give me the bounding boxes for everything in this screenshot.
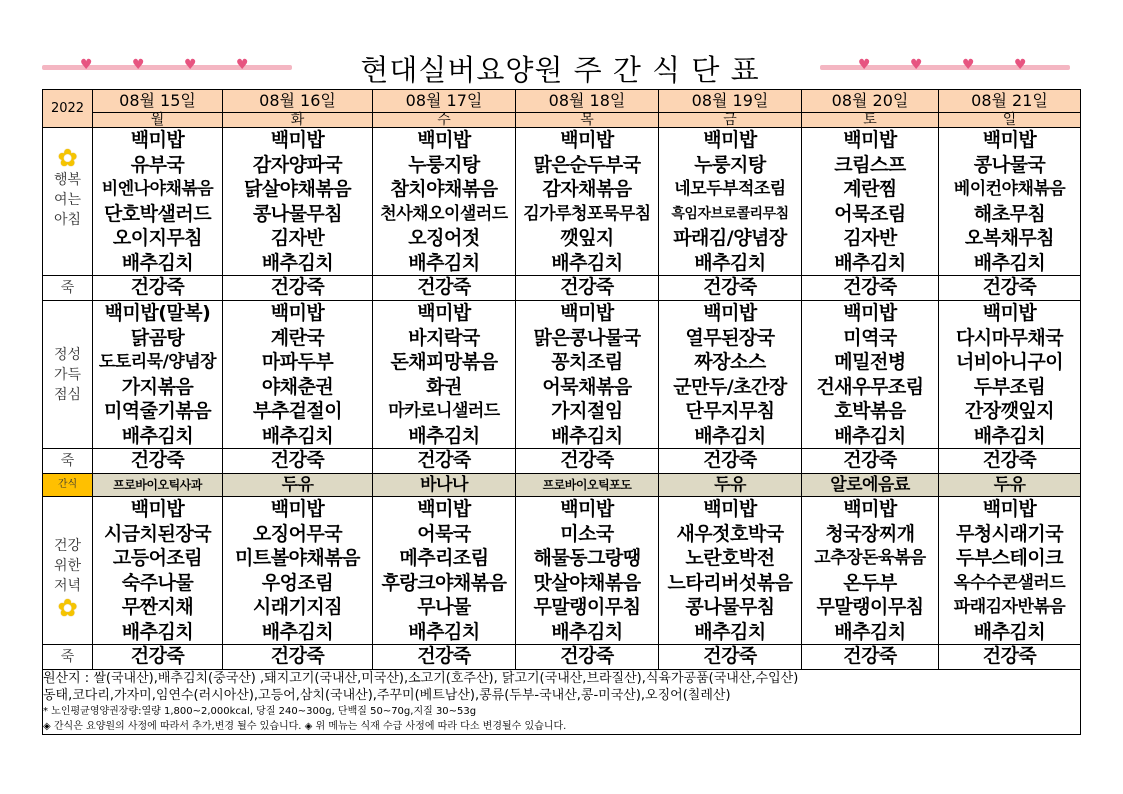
label-line: 위한 <box>53 557 82 574</box>
menu-item: 백미밥 <box>982 498 1037 520</box>
porridge-item: 건강죽 <box>417 276 471 298</box>
menu-item: 숙주나물 <box>121 571 194 594</box>
menu-item: 배추김치 <box>551 620 623 643</box>
lunch-cell <box>223 301 373 449</box>
dinner-cell <box>802 497 939 645</box>
menu-item: 청국장찌개 <box>825 522 915 545</box>
lunch-row <box>43 301 1081 449</box>
porridge-item: 건강죽 <box>130 449 185 471</box>
menu-item: 참치야채볶음 <box>390 178 498 200</box>
day-row <box>43 113 1081 128</box>
date-cell: 08월 15일 <box>93 90 223 113</box>
menu-item: 배추김치 <box>121 620 194 643</box>
menu-item: 메추리조림 <box>399 547 489 569</box>
menu-item: 배추김치 <box>121 424 194 447</box>
porridge-item: 건강죽 <box>843 276 897 298</box>
year-cell: 2022 <box>43 90 93 128</box>
dinner-label <box>43 497 93 645</box>
date-cell: 08월 18일 <box>516 90 659 113</box>
menu-item: 새우젓호박국 <box>676 522 784 545</box>
menu-item: 백미밥(말복) <box>104 302 211 324</box>
menu-item: 배추김치 <box>834 620 906 643</box>
lunch-cell <box>516 301 659 449</box>
menu-item: 미소국 <box>560 522 614 545</box>
menu-item: 짜장소스 <box>694 351 766 373</box>
menu-item: 배추김치 <box>551 424 623 447</box>
menu-item: 건새우무조림 <box>816 375 924 398</box>
snack-item: 프로바이오틱사과 <box>113 478 202 492</box>
change-notice: ◈ 간식은 요양원의 사정에 따라서 추가,변경 될수 있습니다. ◈ 위 메뉴는 식재 수급 사정에 따라 다소 변경될수 있습니다. <box>43 721 567 732</box>
day-cell: 월 <box>93 113 223 128</box>
porridge-item: 건강죽 <box>982 449 1037 471</box>
menu-item: 화권 <box>426 375 462 398</box>
menu-item: 맛살야채볶음 <box>533 571 641 594</box>
menu-item: 우엉조림 <box>261 571 334 594</box>
menu-item: 후랑크야채볶음 <box>381 571 507 594</box>
dinner-cell <box>373 497 516 645</box>
porridge-item: 건강죽 <box>270 645 325 667</box>
breakfast-porridge-row <box>43 276 1081 301</box>
menu-item: 돈채피망볶음 <box>390 351 498 373</box>
porridge-label: 죽 <box>43 645 93 670</box>
menu-item: 김자반 <box>843 227 897 249</box>
menu-item: 배추김치 <box>261 620 334 643</box>
porridge-label: 죽 <box>43 276 93 301</box>
day-cell: 금 <box>659 113 802 128</box>
menu-item: 배추김치 <box>694 251 766 274</box>
menu-item: 무말랭이무침 <box>533 596 641 618</box>
porridge-item: 건강죽 <box>982 645 1037 667</box>
menu-item: 미역줄기볶음 <box>103 400 212 422</box>
menu-item: 해초무침 <box>973 202 1046 225</box>
origin-line: 원산지 : 쌀(국내산),배추김치(중국산) ,돼지고기(국내산,미국산),소고기(호주산), 닭고기(국내산,브라질산),식육가공품(국내산,수입산) <box>43 671 799 686</box>
menu-item: 배추김치 <box>261 424 334 447</box>
menu-item: 오복채무침 <box>964 227 1055 249</box>
day-cell: 수 <box>373 113 516 128</box>
menu-item: 백미밥 <box>270 302 325 324</box>
menu-item: 베이컨야채볶음 <box>953 179 1066 199</box>
menu-item: 배추김치 <box>261 251 334 274</box>
menu-item: 맑은콩나물국 <box>533 326 641 349</box>
menu-item: 백미밥 <box>703 302 757 324</box>
dinner-row <box>43 497 1081 645</box>
menu-item: 백미밥 <box>270 498 325 520</box>
lunch-cell <box>373 301 516 449</box>
menu-item: 어묵국 <box>417 522 471 545</box>
menu-item: 배추김치 <box>408 424 480 447</box>
day-cell: 토 <box>802 113 939 128</box>
heart-icon: ♥ <box>80 57 93 73</box>
menu-item: 해물동그랑땡 <box>533 547 641 569</box>
menu-item: 백미밥 <box>560 302 614 324</box>
porridge-item: 건강죽 <box>417 449 471 471</box>
menu-item: 온두부 <box>843 571 897 594</box>
menu-item: 마카로니샐러드 <box>388 401 500 421</box>
porridge-item: 건강죽 <box>560 276 614 298</box>
menu-item: 백미밥 <box>417 302 471 324</box>
date-row <box>43 90 1081 113</box>
menu-item: 계란찜 <box>843 178 897 200</box>
title-area <box>0 48 1123 88</box>
heart-icon: ♥ <box>962 57 975 73</box>
heart-icon: ♥ <box>132 57 145 73</box>
menu-item: 고등어조림 <box>112 547 203 569</box>
label-line: 아침 <box>53 211 82 228</box>
menu-item: 계란국 <box>270 326 325 349</box>
menu-item: 네모두부적조림 <box>674 179 786 199</box>
label-line: 가득 <box>53 366 82 383</box>
menu-item: 맑은순두부국 <box>533 153 641 176</box>
porridge-item: 건강죽 <box>843 449 897 471</box>
menu-item: 느타리버섯볶음 <box>667 571 793 594</box>
label-line: 여는 <box>53 191 82 208</box>
snack-item: 프로바이오틱포도 <box>542 478 632 492</box>
menu-item: 오이지무침 <box>112 227 203 249</box>
menu-item: 오징어무국 <box>252 522 343 545</box>
menu-item: 가지절임 <box>551 400 623 422</box>
porridge-item: 건강죽 <box>130 645 185 667</box>
menu-item: 콩나물국 <box>973 153 1046 176</box>
porridge-label: 죽 <box>43 449 93 474</box>
menu-item: 깻잎지 <box>560 227 614 249</box>
menu-item: 두부조림 <box>973 375 1046 398</box>
menu-item: 유부국 <box>130 153 185 176</box>
label-line: 정성 <box>53 346 82 363</box>
weekly-menu-table <box>42 89 1081 735</box>
menu-item: 오징어젓 <box>408 227 480 249</box>
day-cell: 화 <box>223 113 373 128</box>
date-cell: 08월 20일 <box>802 90 939 113</box>
label-line: 점심 <box>53 386 82 403</box>
date-cell: 08월 21일 <box>939 90 1081 113</box>
menu-item: 백미밥 <box>417 498 471 520</box>
menu-item: 크림스프 <box>834 153 906 176</box>
menu-item: 콩나물무침 <box>685 596 775 618</box>
menu-item: 꽁치조림 <box>551 351 623 373</box>
menu-item: 가지볶음 <box>121 375 194 398</box>
heart-icon: ♥ <box>1014 57 1027 73</box>
left-decoration <box>42 57 292 73</box>
menu-item: 누룽지탕 <box>694 153 766 176</box>
heart-icon: ♥ <box>858 57 871 73</box>
menu-item: 백미밥 <box>982 302 1037 324</box>
flower-icon: ✿ <box>57 593 78 622</box>
menu-item: 배추김치 <box>694 620 766 643</box>
menu-item: 도토리묵/양념장 <box>98 352 217 372</box>
flower-icon: ✿ <box>57 143 78 172</box>
menu-item: 무짠지채 <box>121 596 194 618</box>
menu-item: 배추김치 <box>973 620 1046 643</box>
day-cell: 목 <box>516 113 659 128</box>
menu-item: 백미밥 <box>560 498 614 520</box>
day-cell: 일 <box>939 113 1081 128</box>
lunch-cell <box>802 301 939 449</box>
menu-item: 배추김치 <box>973 424 1046 447</box>
menu-item: 시래기지짐 <box>252 596 343 618</box>
footer-row <box>43 670 1081 735</box>
menu-item: 김자반 <box>270 227 325 249</box>
menu-item: 너비아니구이 <box>955 351 1064 373</box>
label-line: 저녁 <box>53 577 82 594</box>
lunch-cell <box>659 301 802 449</box>
snack-item: 알로에음료 <box>830 475 910 495</box>
heart-icon: ♥ <box>236 57 249 73</box>
menu-item: 닭곰탕 <box>130 326 185 349</box>
menu-item: 옥수수콘샐러드 <box>953 572 1066 593</box>
dinner-porridge-row <box>43 645 1081 670</box>
menu-item: 백미밥 <box>417 129 471 151</box>
menu-item: 배추김치 <box>551 251 623 274</box>
origin-line: 동태,코다리,가자미,임연수(러시아산),고등어,삼치(국내산),주꾸미(베트남산),콩류(두부-국내산,콩-미국산),오징어(칠레산) <box>43 688 731 703</box>
page-title: 현대실버요양원 주 간 식 단 표 <box>360 53 760 87</box>
porridge-item: 건강죽 <box>560 645 614 667</box>
menu-item: 바지락국 <box>408 326 480 349</box>
porridge-item: 건강죽 <box>270 449 325 471</box>
menu-item: 고추장돈육볶음 <box>814 548 926 568</box>
menu-item: 배추김치 <box>408 251 480 274</box>
menu-item: 단무지무침 <box>685 400 775 422</box>
breakfast-cell <box>939 128 1081 276</box>
menu-item: 부추겉절이 <box>252 400 343 422</box>
menu-item: 군만두/초간장 <box>673 375 787 398</box>
snack-label: 간식 <box>43 474 93 497</box>
menu-item: 백미밥 <box>843 129 897 151</box>
menu-item: 열무된장국 <box>685 326 775 349</box>
lunch-cell <box>93 301 223 449</box>
porridge-item: 건강죽 <box>270 276 325 298</box>
menu-item: 배추김치 <box>834 251 906 274</box>
dinner-cell <box>93 497 223 645</box>
porridge-item: 건강죽 <box>703 276 757 298</box>
menu-item: 미역국 <box>843 326 897 349</box>
porridge-item: 건강죽 <box>417 645 471 667</box>
dinner-cell <box>516 497 659 645</box>
dinner-cell <box>223 497 373 645</box>
menu-item: 김가루청포묵무침 <box>523 203 651 224</box>
menu-item: 시금치된장국 <box>103 522 212 545</box>
menu-item: 단호박샐러드 <box>103 202 212 225</box>
menu-item: 백미밥 <box>270 129 325 151</box>
porridge-item: 건강죽 <box>703 449 757 471</box>
lunch-label <box>43 301 93 449</box>
label-line: 건강 <box>53 537 82 554</box>
menu-item: 배추김치 <box>121 251 194 274</box>
snack-item: 바나나 <box>420 475 468 495</box>
right-decoration <box>820 57 1070 73</box>
footer-notes <box>43 670 1081 735</box>
breakfast-cell <box>802 128 939 276</box>
menu-item: 미트볼야채볶음 <box>235 547 360 569</box>
menu-item: 콩나물무침 <box>252 202 343 225</box>
menu-item: 흑임자브로콜리무침 <box>671 205 789 222</box>
porridge-item: 건강죽 <box>130 276 185 298</box>
menu-item: 누룽지탕 <box>408 153 480 176</box>
dinner-cell <box>939 497 1081 645</box>
breakfast-cell <box>223 128 373 276</box>
menu-item: 무나물 <box>417 596 471 618</box>
heart-icon: ♥ <box>184 57 197 73</box>
menu-item: 감자채볶음 <box>542 178 632 200</box>
menu-item: 배추김치 <box>973 251 1046 274</box>
menu-item: 닭살야채볶음 <box>243 178 352 200</box>
menu-item: 감자양파국 <box>252 153 343 176</box>
lunch-cell <box>939 301 1081 449</box>
porridge-item: 건강죽 <box>843 645 897 667</box>
menu-item: 무청시래기국 <box>955 522 1064 545</box>
menu-item: 배추김치 <box>834 424 906 447</box>
menu-item: 배추김치 <box>408 620 480 643</box>
lunch-porridge-row <box>43 449 1081 474</box>
menu-item: 무말랭이무침 <box>816 596 924 618</box>
date-cell: 08월 16일 <box>223 90 373 113</box>
menu-item: 백미밥 <box>130 498 185 520</box>
menu-item: 백미밥 <box>703 129 757 151</box>
porridge-item: 건강죽 <box>982 276 1037 298</box>
snack-item: 두유 <box>993 475 1026 495</box>
dinner-cell <box>659 497 802 645</box>
menu-item: 백미밥 <box>560 129 614 151</box>
date-cell: 08월 17일 <box>373 90 516 113</box>
menu-item: 야채춘권 <box>261 375 334 398</box>
menu-item: 파래김/양념장 <box>673 227 787 249</box>
label-line: 행복 <box>53 171 82 188</box>
breakfast-cell <box>516 128 659 276</box>
breakfast-cell <box>93 128 223 276</box>
menu-item: 마파두부 <box>261 351 334 373</box>
menu-item: 비엔나야채볶음 <box>101 179 214 199</box>
porridge-item: 건강죽 <box>703 645 757 667</box>
snack-item: 두유 <box>714 475 746 495</box>
menu-item: 어묵채볶음 <box>542 375 632 398</box>
menu-item: 메밀전병 <box>834 351 906 373</box>
nutrition-note: * 노인평균영양권장량:열량 1,800~2,000kcal, 당질 240~300g, 단백질 50~70g,지질 30~53g <box>43 706 477 717</box>
menu-item: 배추김치 <box>694 424 766 447</box>
heart-icon: ♥ <box>910 57 923 73</box>
porridge-item: 건강죽 <box>560 449 614 471</box>
breakfast-cell <box>659 128 802 276</box>
snack-row <box>43 474 1081 497</box>
snack-item: 두유 <box>281 475 314 495</box>
menu-item: 노란호박전 <box>685 547 775 569</box>
date-cell: 08월 19일 <box>659 90 802 113</box>
menu-item: 백미밥 <box>703 498 757 520</box>
breakfast-label <box>43 128 93 276</box>
breakfast-row <box>43 128 1081 276</box>
menu-item: 파래김자반볶음 <box>953 597 1066 617</box>
menu-item: 다시마무채국 <box>955 326 1064 349</box>
menu-item: 호박볶음 <box>834 400 906 422</box>
menu-item: 백미밥 <box>843 498 897 520</box>
menu-item: 백미밥 <box>843 302 897 324</box>
menu-item: 간장깻잎지 <box>964 400 1055 422</box>
menu-item: 천사채오이샐러드 <box>380 203 508 224</box>
breakfast-cell <box>373 128 516 276</box>
menu-item: 백미밥 <box>130 129 185 151</box>
menu-item: 백미밥 <box>982 129 1037 151</box>
menu-item: 어묵조림 <box>834 202 906 225</box>
menu-item: 두부스테이크 <box>955 547 1064 569</box>
